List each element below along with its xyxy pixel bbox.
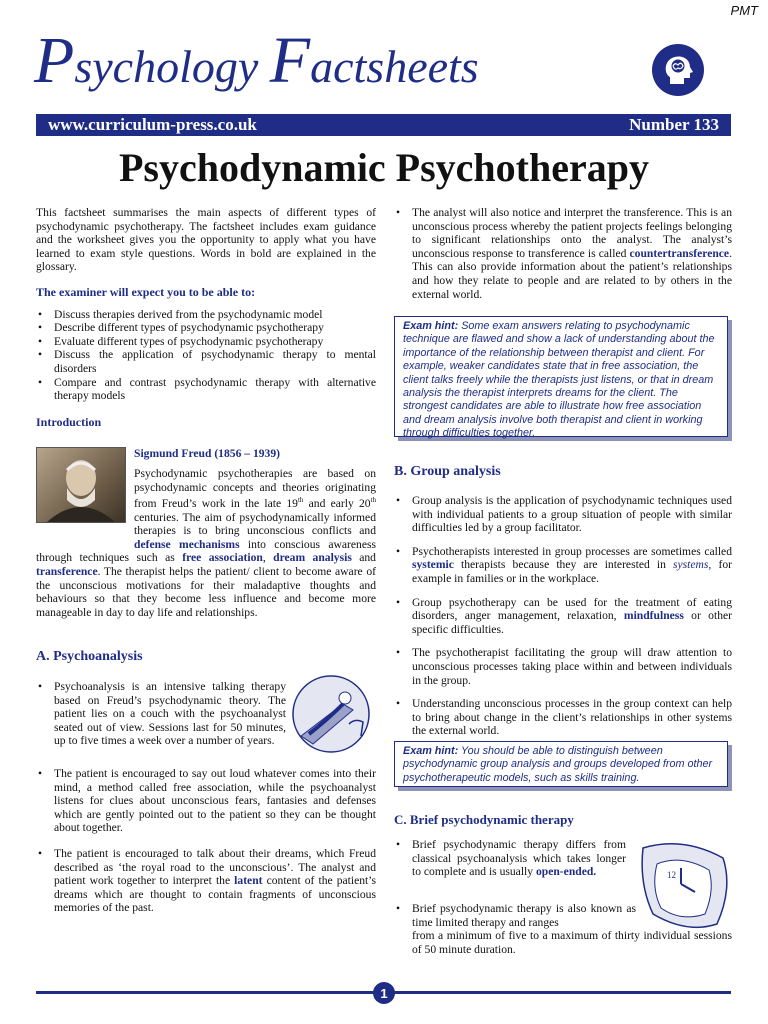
masthead-bar (36, 114, 731, 136)
section-b-bullets (394, 494, 732, 738)
list-item (394, 596, 732, 637)
svg-text:12: 12 (667, 870, 676, 880)
intro-text-5: , (262, 551, 274, 565)
intro-text-7: . The therapist helps the patient/ client to become aware of the unconscious motivations for their maladaptive thoughts and behaviours so that they become less influence and become more manageable in day to day life and relationships. (36, 565, 376, 619)
page-title: Psychodynamic Psychotherapy (119, 145, 649, 190)
b-b3-text-1: Group psychotherapy can be used for the treatment of eating disorders, anger management, relaxation, (412, 595, 732, 623)
intro-body (36, 467, 376, 619)
list-item (394, 206, 732, 301)
list-item (36, 847, 376, 915)
intro-text-4: into conscious awareness through techniques such as (36, 537, 376, 565)
list-item: • The psychotherapist facilitating the group will draw attention to unconscious processes taking place within and between individuals in the group. (394, 646, 732, 687)
exam-hint-box-1 (394, 316, 728, 440)
intro-text-2: and early 20 (303, 497, 371, 511)
section-a-bullets (36, 767, 376, 915)
term-transference: transference (36, 565, 98, 579)
pmt-tag: PMT (730, 3, 758, 18)
introduction-heading: Introduction (36, 414, 102, 429)
intro-float-spacer (36, 467, 134, 549)
b-b2-italic: systems, (673, 558, 712, 572)
exam-hint-label: Exam hint: (403, 745, 459, 757)
list-item: • Psychoanalysis is an intensive talking therapy based on Freud’s psychodynamic theory. The patient lies on a couch with the psychoanalyst seated out of view. Sessions last for 50 minutes, up to five times a week over a number of years. (36, 680, 286, 748)
exam-hint-label: Exam hint: (403, 320, 459, 332)
exam-hint-box-2 (394, 741, 728, 787)
a-b3-text-2: content of the patient’s dreams which are thought to contain fragments of unconscious memories of the past. (54, 874, 376, 915)
term-free-association: free association (182, 551, 263, 565)
intro-text-6: and (351, 551, 376, 565)
intro-sup-1: th (297, 496, 304, 505)
a-b3-text-1: The patient is encouraged to talk about their dreams, which Freud described as ‘the royal road to the unconscious’. The analyst and patient work together to interpret the (54, 846, 376, 888)
list-item: • Discuss the application of psychodynamic therapy to mental disorders (36, 348, 376, 375)
b-b2-text-2: therapists because they are interested in (453, 558, 674, 572)
freud-caption: Sigmund Freud (1856 – 1939) (134, 447, 281, 460)
exam-hint-text: You should be able to distinguish between psychodynamic group analysis and groups developed from other psychotherapeutic models, such as skills training. (403, 745, 713, 784)
intro-text-3: centuries. The aim of psychodynamically informed therapies is to bring unconscious conflicts and (134, 510, 376, 538)
head-brain-icon (652, 44, 704, 96)
intro-sup-2: th (370, 496, 377, 505)
left-column-top (36, 206, 376, 429)
list-item (394, 902, 732, 956)
list-item: • The patient is encouraged to say out loud whatever comes into their mind, a method called free association, while the psychoanalyst listens for clues about unconscious fears, fantasies and defenses which are gently pointed out to the patient so they can be thought about together. (36, 767, 376, 835)
section-c-bullet-1 (394, 838, 626, 879)
term-mindfulness: mindfulness (623, 609, 684, 623)
list-item: • Describe different types of psychodynamic psychotherapy (36, 321, 376, 335)
right-bullet-1 (394, 206, 732, 301)
list-item: • Group analysis is the application of psychodynamic techniques used with individual patients to a group situation of people with similar difficulties led by a group facilitator. (394, 494, 732, 535)
list-item (394, 545, 732, 586)
exam-hint-text: Some exam answers relating to psychodynamic technique are flawed and show a lack of understanding about the importance of the relationship between therapist and client. For example, weaker candidates state that in free association, the client talks freely while the therapists just listens, or that in dream analysis the therapist interprets dreams for the client. The strongest candidates are able to illustrate how free association and dream analysis involve both therapist and client in working through difficulties together. (403, 320, 715, 440)
list-item: • Discuss therapies derived from the psychodynamic model (36, 308, 376, 322)
b-b3-text-2: or other specific difficulties. (412, 609, 732, 636)
factsheet-number: Number 133 (629, 115, 719, 134)
masthead-actsheets: actsheets (310, 41, 479, 92)
head-brain-icon-svg (658, 50, 698, 90)
c-b2-text-2: from a minimum of five to a maximum of thirty individual sessions of 50 minute duration. (412, 929, 732, 956)
term-countertransference: countertransference (629, 246, 730, 260)
section-a-bullet-1 (36, 680, 286, 748)
term-latent: latent (234, 874, 263, 888)
intro-text-1: Psychodynamic psychotherapies are based on psychodynamic concepts and theories originating from Freud’s work in the late 19 (134, 467, 376, 511)
c-b1-text-1: Brief psychodynamic therapy differs from classical psychoanalysis which takes longer to complete and is usually (412, 838, 626, 879)
r-b1-text-2: . This can also provide information about the patient’s relationships and how they relate to people and are related to by others in the external world. (412, 246, 732, 301)
page-number: 1 (373, 982, 395, 1004)
term-defense-mechanisms: defense mechanisms (134, 537, 240, 551)
section-c-bullet-2 (394, 902, 732, 956)
list-item: • Compare and contrast psychodynamic therapy with alternative therapy models (36, 376, 376, 403)
masthead-f: F (269, 24, 311, 97)
objectives-list (36, 308, 376, 403)
list-item: • Evaluate different types of psychodynamic psychotherapy (36, 335, 376, 349)
term-open-ended: open-ended. (535, 865, 597, 879)
list-item (394, 838, 626, 879)
section-b-heading: B. Group analysis (394, 464, 501, 479)
section-a-heading: A. Psychoanalysis (36, 649, 143, 664)
section-c-heading: C. Brief psychodynamic therapy (394, 812, 574, 827)
term-systemic: systemic (412, 558, 454, 572)
examiner-heading: The examiner will expect you to be able to: (36, 284, 256, 299)
r-b1-text-1: The analyst will also notice and interpret the transference. This is an unconscious process whereby the patient projects feelings belonging to significant relationships onto the analyst. The analyst’s unconscious response to transference is called (412, 206, 732, 260)
couch-svg (287, 674, 375, 754)
list-item: • Understanding unconscious processes in the group context can help to bring about change in the client’s relationships in other systems the external world. (394, 697, 732, 738)
intro-paragraph: This factsheet summarises the main aspects of different types of psychodynamic psychotherapy. The factsheet includes exam guidance and the worksheet gives you the opportunity to apply what you have learned to exam style questions. Words in bold are explained in the glossary. (36, 206, 376, 274)
c-b2-text-1: • Brief psychodynamic therapy is also known as time limited therapy and ranges (412, 902, 636, 929)
psychoanalysis-couch-illustration (287, 674, 375, 754)
masthead-p: P (34, 24, 75, 97)
term-dream-analysis: dream analysis (273, 551, 352, 565)
website-url[interactable]: www.curriculum-press.co.uk (48, 115, 257, 134)
b-b2-text-1: Psychotherapists interested in group processes are sometimes called (412, 544, 732, 558)
b-b2-text-3: for example in families or in the workplace. (412, 558, 732, 585)
masthead (34, 24, 479, 97)
masthead-sychology: sychology (74, 41, 259, 92)
